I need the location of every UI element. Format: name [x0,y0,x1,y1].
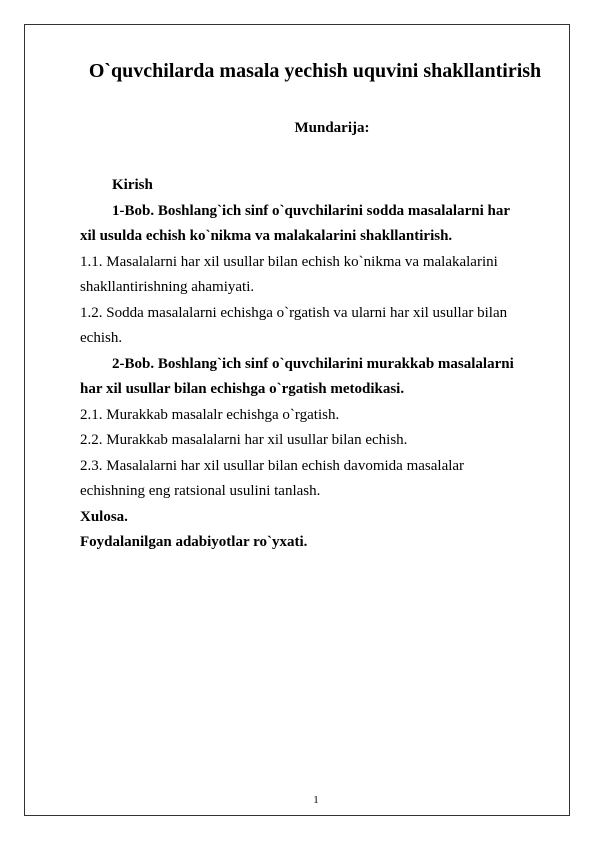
toc-section-2-3: 2.3. Masalalarni har xil usullar bilan echish davomida masalalar [80,457,465,474]
toc-chapter-1-cont: xil usulda echish ko`nikma va malakalarini shakllantirish. [80,228,453,244]
toc-section-1-1-cont: shakllantirishning ahamiyati. [80,279,255,295]
contents-heading: Mundarija: [294,120,370,136]
page-number: 1 [313,794,319,806]
toc-references: Foydalanilgan adabiyotlar ro`yxati. [80,534,308,550]
toc-chapter-2-cont: har xil usullar bilan echishga o`rgatish metodikasi. [80,381,405,397]
toc-section-2-3-cont: echishning eng ratsional usulini tanlash. [80,483,321,499]
toc-chapter-1: 1-Bob. Boshlang`ich sinf o`quvchilarini sodda masalalarni har [112,202,510,219]
document-title: O`quvchilarda masala yechish uquvini shakllantirish [88,60,542,82]
toc-chapter-2: 2-Bob. Boshlang`ich sinf o`quvchilarini murakkab masalalarni [112,355,514,372]
toc-section-1-1: 1.1. Masalalarni har xil usullar bilan echish ko`nikma va malakalarini [80,253,498,270]
toc-section-2-2: 2.2. Murakkab masalalarni har xil usullar bilan echish. [80,432,408,448]
toc-intro: Kirish [112,177,153,193]
toc-conclusion: Xulosa. [80,508,128,525]
toc-section-1-2-cont: echish. [80,330,123,346]
toc-section-1-2: 1.2. Sodda masalalarni echishga o`rgatish va ularni har xil usullar bilan [80,304,508,321]
table-of-contents [80,173,550,556]
toc-section-2-1: 2.1. Murakkab masalalr echishga o`rgatish. [80,406,340,423]
